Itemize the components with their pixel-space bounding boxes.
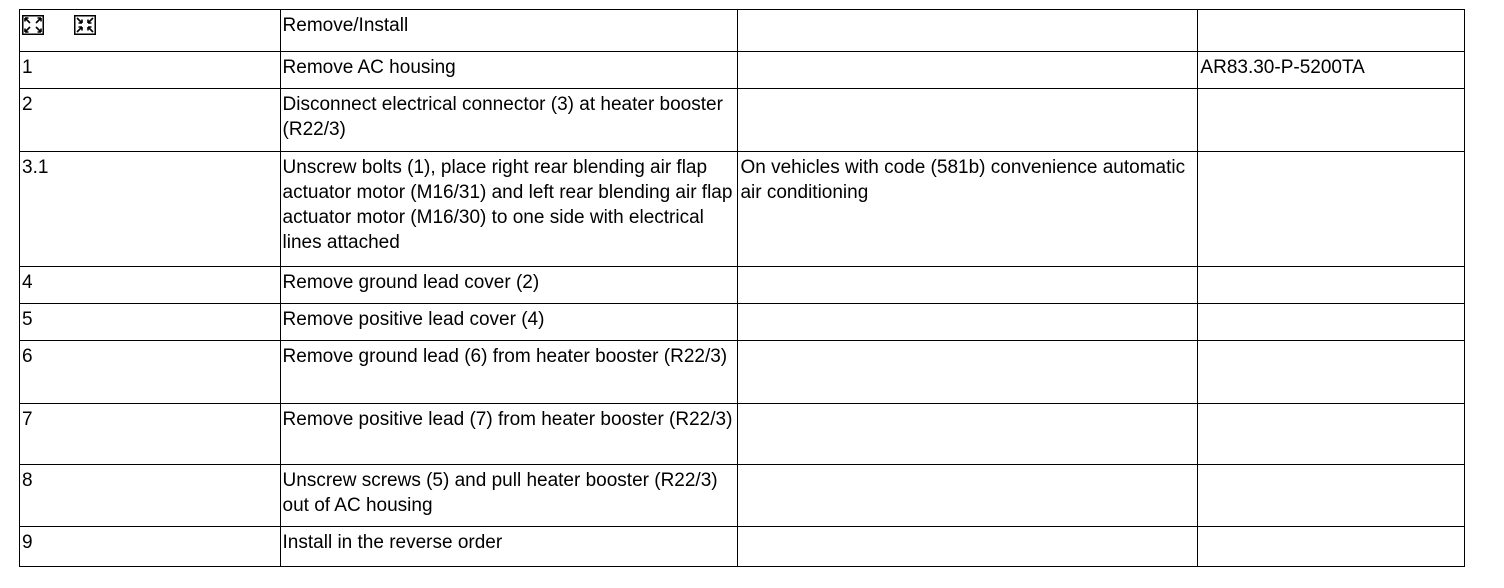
step-description: Remove AC housing	[280, 52, 738, 89]
step-note	[738, 527, 1198, 567]
table-row	[20, 52, 1465, 89]
step-number: 5	[20, 304, 281, 341]
table-row	[20, 341, 1465, 404]
step-reference	[1198, 465, 1465, 527]
step-note	[738, 404, 1198, 465]
expand-icon[interactable]	[22, 15, 44, 35]
step-reference-link[interactable]: AR83.30-P-5200TA	[1198, 52, 1465, 89]
step-number: 4	[20, 267, 281, 304]
step-reference	[1198, 152, 1465, 267]
step-note	[738, 89, 1198, 152]
table-header-row	[20, 10, 1465, 52]
step-reference	[1198, 267, 1465, 304]
step-note	[738, 304, 1198, 341]
step-reference	[1198, 89, 1465, 152]
header-title: Remove/Install	[280, 10, 738, 52]
step-number: 9	[20, 527, 281, 567]
header-ref	[1198, 10, 1465, 52]
table-row	[20, 89, 1465, 152]
step-number: 1	[20, 52, 281, 89]
step-description: Unscrew bolts (1), place right rear blending air flap actuator motor (M16/31) and left rear blending air flap actuator motor (M16/30) to one side with electrical lines attached	[280, 152, 738, 267]
table-row	[20, 267, 1465, 304]
table-row	[20, 404, 1465, 465]
procedure-table	[19, 9, 1465, 567]
step-description: Remove ground lead (6) from heater booster (R22/3)	[280, 341, 738, 404]
step-reference	[1198, 404, 1465, 465]
step-reference	[1198, 341, 1465, 404]
step-description: Install in the reverse order	[280, 527, 738, 567]
table-row	[20, 465, 1465, 527]
collapse-icon[interactable]	[74, 15, 96, 35]
step-note: On vehicles with code (581b) convenience automatic air conditioning	[738, 152, 1198, 267]
step-number: 6	[20, 341, 281, 404]
step-description: Remove positive lead cover (4)	[280, 304, 738, 341]
step-number: 3.1	[20, 152, 281, 267]
step-description: Unscrew screws (5) and pull heater booster (R22/3) out of AC housing	[280, 465, 738, 527]
icon-cell	[20, 10, 281, 52]
view-controls	[22, 15, 276, 35]
step-reference	[1198, 527, 1465, 567]
table-row	[20, 304, 1465, 341]
step-note	[738, 52, 1198, 89]
step-description: Remove positive lead (7) from heater booster (R22/3)	[280, 404, 738, 465]
step-number: 2	[20, 89, 281, 152]
step-note	[738, 465, 1198, 527]
step-description: Disconnect electrical connector (3) at heater booster (R22/3)	[280, 89, 738, 152]
step-note	[738, 267, 1198, 304]
step-reference	[1198, 304, 1465, 341]
table-row	[20, 527, 1465, 567]
step-note	[738, 341, 1198, 404]
table-row	[20, 152, 1465, 267]
header-note	[738, 10, 1198, 52]
step-description: Remove ground lead cover (2)	[280, 267, 738, 304]
step-number: 7	[20, 404, 281, 465]
step-number: 8	[20, 465, 281, 527]
